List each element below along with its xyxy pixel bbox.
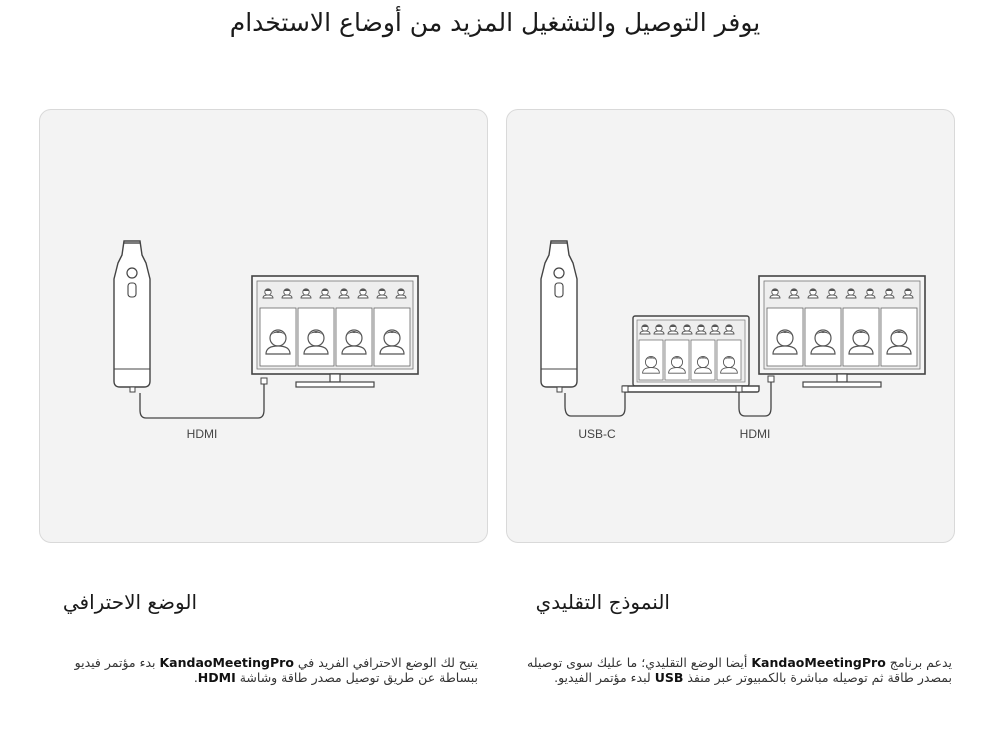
usb-c-cable [565, 392, 625, 416]
traditional-mode-title: النموذج التقليدي [535, 590, 670, 614]
brand-name: KandaoMeetingPro [751, 655, 886, 670]
port-name: USB [654, 670, 684, 685]
traditional-mode-description: يدعم برنامج KandaoMeetingPro أيضا الوضع التقليدي؛ ما عليك سوى توصيله بمصدر طاقة ثم توصيله مباشرة بالكمبيوتر عبر منفذ USB لبدء مؤتمر الفيديو. [527, 655, 952, 685]
professional-mode-title: الوضع الاحترافي [62, 590, 197, 614]
professional-mode-illustration [39, 109, 488, 543]
hdmi-cable [140, 384, 264, 418]
monitor-icon [252, 276, 418, 387]
traditional-mode-illustration [506, 109, 955, 543]
monitor-icon [759, 276, 925, 387]
port-name: HDMI [197, 670, 236, 685]
usb-c-label: USB-C [578, 427, 616, 441]
hdmi-label: HDMI [739, 427, 771, 441]
brand-name: KandaoMeetingPro [159, 655, 294, 670]
camera-icon [114, 241, 150, 392]
page-title: يوفر التوصيل والتشغيل المزيد من أوضاع الاستخدام [229, 8, 761, 37]
camera-icon [541, 241, 577, 392]
professional-mode-description: يتيح لك الوضع الاحترافي الفريد في KandaoMeetingPro بدء مؤتمر فيديو ببساطة عن طريق توصيل مصدر طاقة وشاشة HDMI. [74, 655, 478, 685]
laptop-icon [623, 316, 759, 392]
hdmi-label: HDMI [186, 427, 218, 441]
